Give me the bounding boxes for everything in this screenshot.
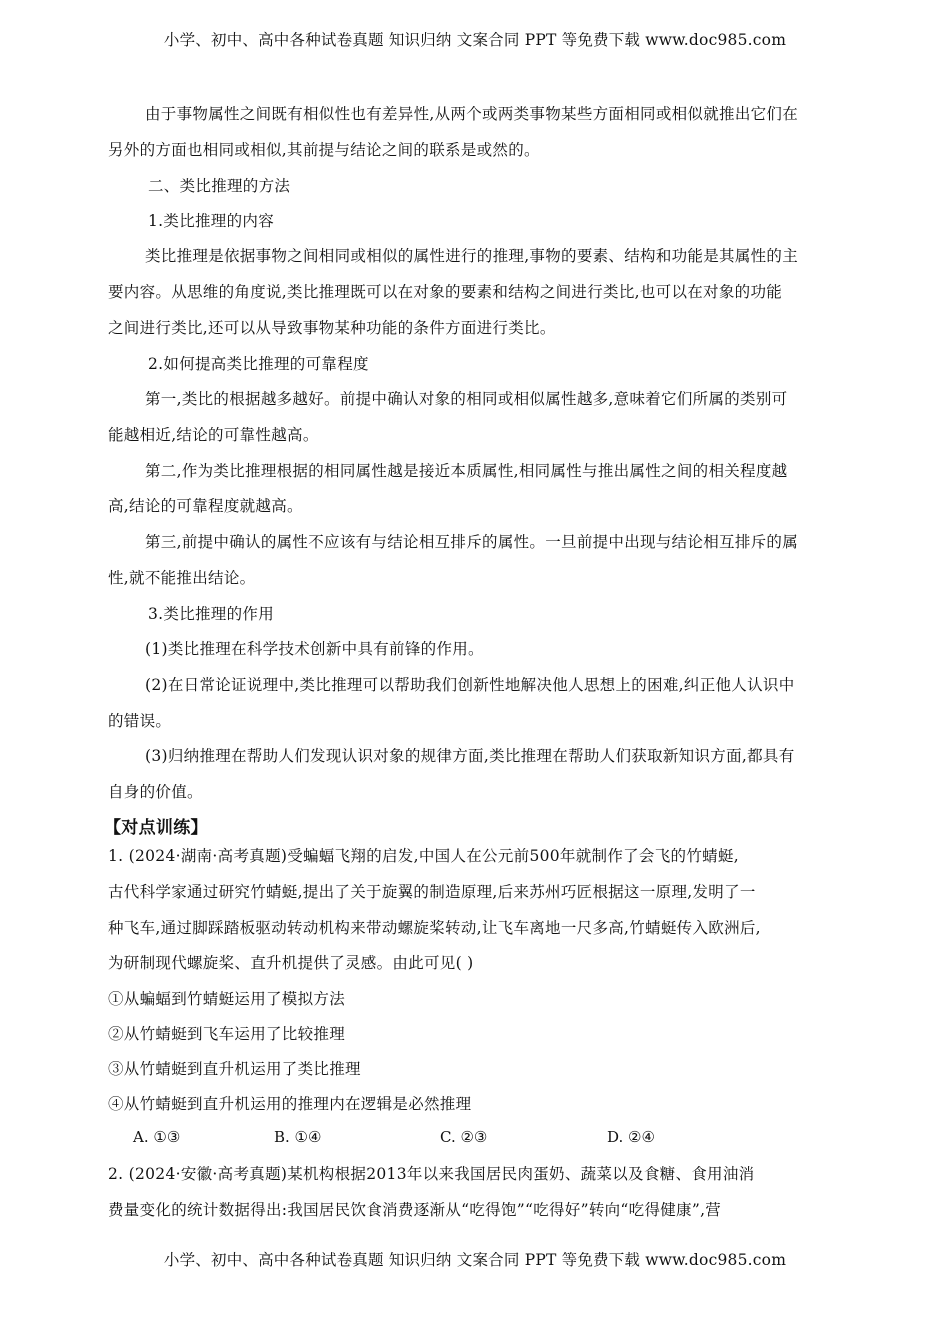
paragraph-line: 能越相近,结论的可靠性越高。 (108, 426, 319, 444)
paragraph-line: 性,就不能推出结论。 (108, 569, 256, 587)
option-d: D. ②④ (607, 1128, 655, 1146)
question-line: 1. (2024·湖南·高考真题)受蝙蝠飞翔的启发,中国人在公元前500年就制作了会飞的竹蜻蜓, (108, 847, 739, 865)
statement-1: ①从蝙蝠到竹蜻蜓运用了模拟方法 (108, 990, 346, 1008)
exercise-title: 【对点训练】 (104, 818, 208, 838)
paragraph-line: 的错误。 (108, 712, 172, 730)
paragraph-line: 另外的方面也相同或相似,其前提与结论之间的联系是或然的。 (108, 141, 540, 159)
statement-4: ④从竹蜻蜓到直升机运用的推理内在逻辑是必然推理 (108, 1095, 472, 1113)
subsection-heading: 2.如何提高类比推理的可靠程度 (148, 355, 369, 373)
paragraph-line: 类比推理是依据事物之间相同或相似的属性进行的推理,事物的要素、结构和功能是其属性的主 (145, 247, 799, 265)
paragraph-line: 要内容。从思维的角度说,类比推理既可以在对象的要素和结构之间进行类比,也可以在对象的功能 (108, 283, 783, 301)
paragraph-line: (3)归纳推理在帮助人们发现认识对象的规律方面,类比推理在帮助人们获取新知识方面,都具有 (145, 747, 795, 765)
paragraph-line: (2)在日常论证说理中,类比推理可以帮助我们创新性地解决他人思想上的困难,纠正他人认识中 (145, 676, 795, 694)
question-line: 2. (2024·安徽·高考真题)某机构根据2013年以来我国居民肉蛋奶、蔬菜以及食糖、食用油消 (108, 1165, 755, 1183)
statement-3: ③从竹蜻蜓到直升机运用了类比推理 (108, 1060, 361, 1078)
paragraph-line: 第一,类比的根据越多越好。前提中确认对象的相同或相似属性越多,意味着它们所属的类别可 (145, 390, 788, 408)
option-c: C. ②③ (440, 1128, 488, 1146)
option-b: B. ①④ (274, 1128, 322, 1146)
question-line: 种飞车,通过脚踩踏板驱动转动机构来带动螺旋桨转动,让飞车离地一尺多高,竹蜻蜓传入欧洲后, (108, 919, 761, 937)
paragraph-line: 之间进行类比,还可以从导致事物某种功能的条件方面进行类比。 (108, 319, 556, 337)
paragraph-line: (1)类比推理在科学技术创新中具有前锋的作用。 (145, 640, 484, 658)
statement-2: ②从竹蜻蜓到飞车运用了比较推理 (108, 1025, 346, 1043)
question-line: 古代科学家通过研究竹蜻蜓,提出了关于旋翼的制造原理,后来苏州巧匠根据这一原理,发明了一 (108, 883, 756, 901)
page-footer: 小学、初中、高中各种试卷真题 知识归纳 文案合同 PPT 等免费下载 www.doc985.com (163, 1251, 787, 1269)
question-line: 费量变化的统计数据得出:我国居民饮食消费逐渐从“吃得饱”“吃得好”转向“吃得健康”,营 (108, 1201, 722, 1219)
option-a: A. ①③ (133, 1128, 181, 1146)
paragraph-line: 由于事物属性之间既有相似性也有差异性,从两个或两类事物某些方面相同或相似就推出它们在 (145, 105, 799, 123)
page-header: 小学、初中、高中各种试卷真题 知识归纳 文案合同 PPT 等免费下载 www.doc985.com (163, 31, 787, 49)
section-heading: 二、类比推理的方法 (148, 177, 291, 195)
subsection-heading: 3.类比推理的作用 (148, 605, 274, 623)
subsection-heading: 1.类比推理的内容 (148, 212, 274, 230)
paragraph-line: 第三,前提中确认的属性不应该有与结论相互排斥的属性。一旦前提中出现与结论相互排斥的属 (145, 533, 799, 551)
paragraph-line: 自身的价值。 (108, 783, 203, 801)
paragraph-line: 第二,作为类比推理根据的相同属性越是接近本质属性,相同属性与推出属性之间的相关程度越 (145, 462, 788, 480)
question-line: 为研制现代螺旋桨、直升机提供了灵感。由此可见( ) (108, 954, 474, 972)
paragraph-line: 高,结论的可靠程度就越高。 (108, 497, 303, 515)
